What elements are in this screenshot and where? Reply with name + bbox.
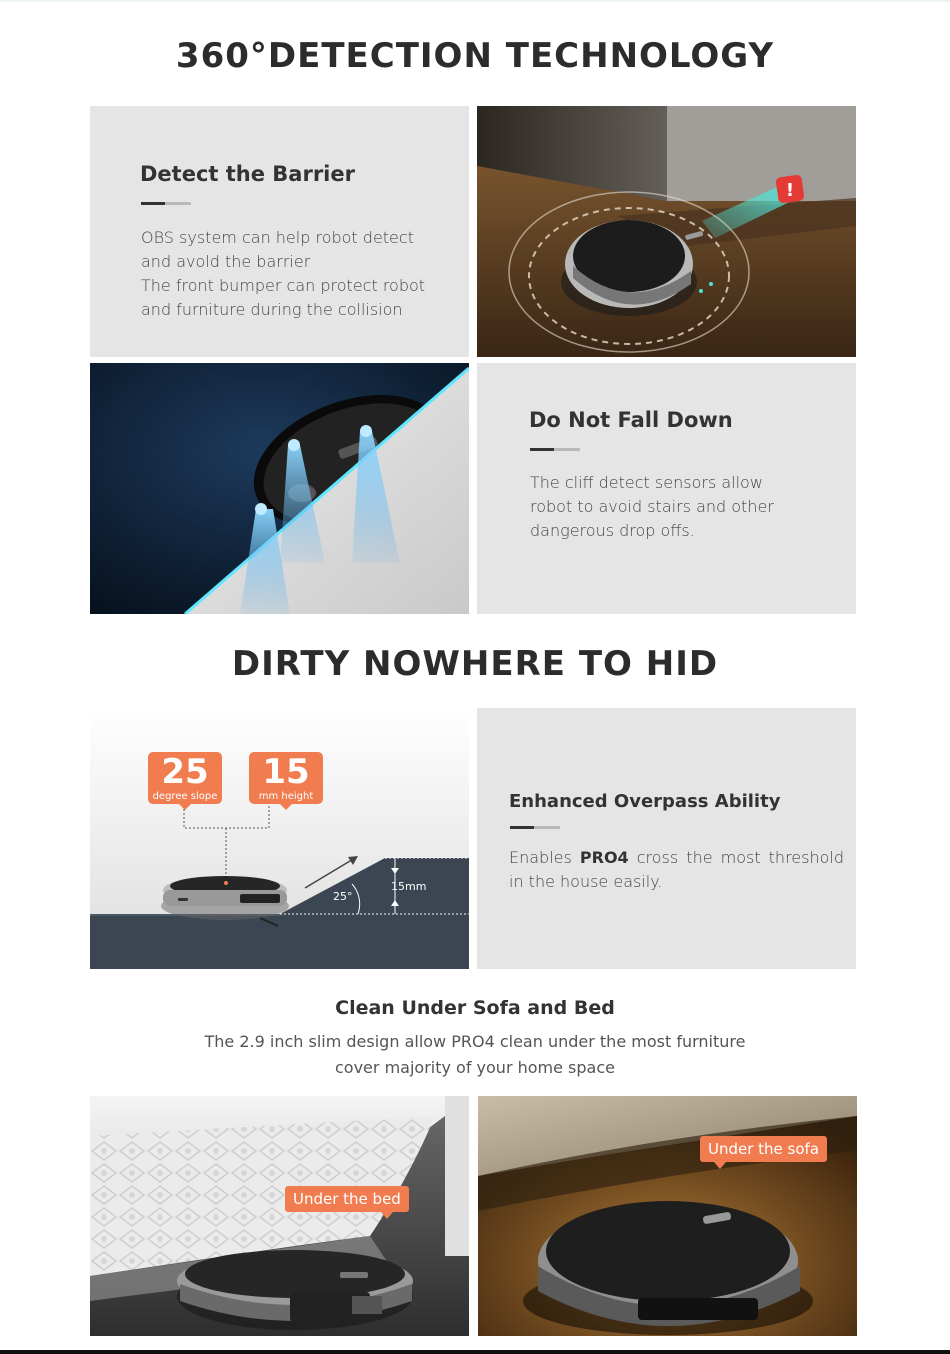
cliff-sensor-image (90, 363, 469, 614)
barrier-description: OBS system can help robot detect and avold the barrier The front bumper can protect robot and furniture during the collision (141, 228, 426, 319)
height-badge: 15 mm height (249, 752, 323, 804)
under-bed-tag: Under the bed (285, 1186, 409, 1212)
fall-text-panel (477, 363, 856, 614)
barrier-rule (141, 202, 191, 205)
overpass-title: Enhanced Overpass Ability (509, 791, 781, 812)
fall-rule (530, 448, 580, 451)
slope-badge: 25 degree slope (148, 752, 222, 804)
under-sofa-tag: Under the sofa (700, 1136, 827, 1162)
section-title-dirty: DIRTY NOWHERE TO HID (231, 644, 719, 684)
overpass-text-panel (477, 708, 856, 969)
under-furniture-title: Clean Under Sofa and Bed (335, 997, 615, 1019)
bottom-divider (0, 1350, 950, 1354)
section-title-detection: 360°DETECTION TECHNOLOGY (175, 36, 775, 76)
top-divider (0, 0, 950, 2)
fall-description: The cliff detect sensors allow robot to avoid stairs and other dangerous drop offs. (530, 473, 774, 540)
barrier-robot-image (477, 106, 856, 357)
under-furniture-description: The 2.9 inch slim design allow PRO4 clean under the most furniture cover majority of your home space (204, 1032, 746, 1077)
barrier-title: Detect the Barrier (140, 162, 355, 186)
angle-label: 25° (333, 890, 353, 903)
height-label: 15mm (391, 880, 427, 893)
overpass-description: Enables PRO4 cross the most threshold in the house easily. (509, 848, 845, 891)
overpass-diagram (90, 708, 469, 969)
under-sofa-image (478, 1096, 857, 1336)
svg-text:!: ! (785, 180, 795, 201)
overpass-rule (510, 826, 560, 829)
fall-title: Do Not Fall Down (529, 408, 733, 432)
under-bed-image (90, 1096, 469, 1336)
barrier-text-panel (90, 106, 469, 357)
